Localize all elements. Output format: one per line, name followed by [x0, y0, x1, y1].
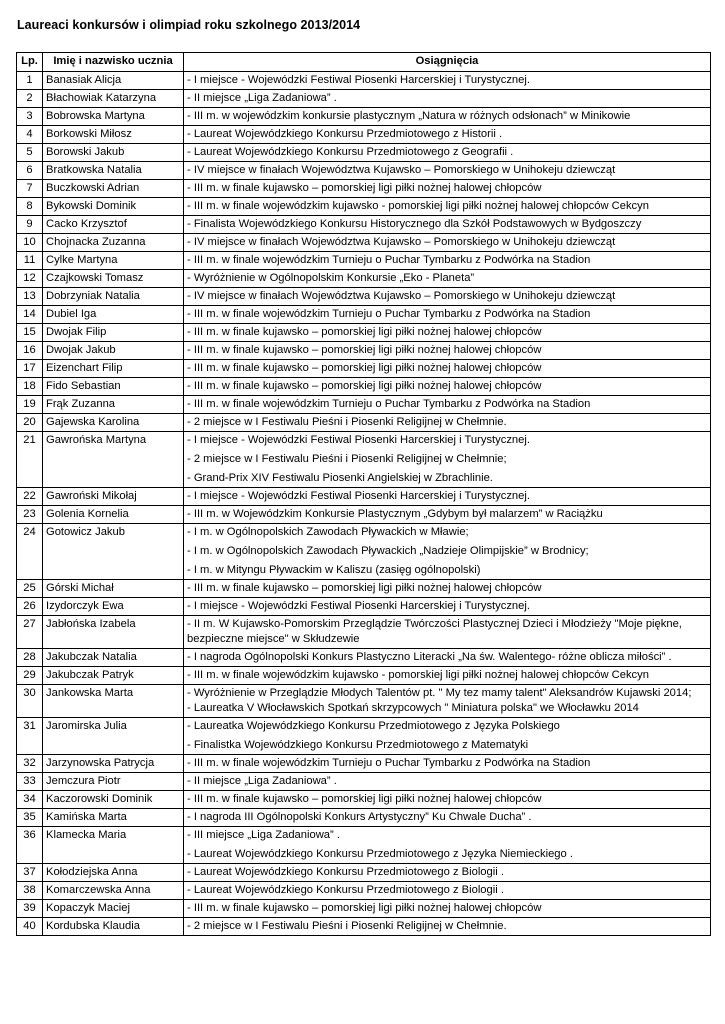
- row-number: 18: [17, 378, 43, 396]
- row-number: 15: [17, 324, 43, 342]
- row-number: 25: [17, 580, 43, 598]
- achievement-item: - 2 miejsce w I Festiwalu Pieśni i Piosenki Religijnej w Chełmnie.: [187, 416, 507, 428]
- row-number: 20: [17, 414, 43, 432]
- achievements-cell: [184, 234, 711, 252]
- student-name: Komarczewska Anna: [43, 882, 184, 900]
- achievements-cell: [184, 755, 711, 773]
- achievements-cell: [184, 598, 711, 616]
- table-row: [17, 524, 711, 580]
- achievements-cell: [184, 72, 711, 90]
- row-number: 3: [17, 108, 43, 126]
- table-row: [17, 773, 711, 791]
- achievement-item: - III m. w finale wojewódzkim kujawsko - pomorskiej ligi piłki nożnej halowej chłopców Cekcyn: [187, 200, 649, 212]
- achievement-item: - I nagroda III Ogólnopolski Konkurs Artystyczny” Ku Chwale Ducha” .: [187, 811, 532, 823]
- achievement-item: - III m. w finale kujawsko – pomorskiej ligi piłki nożnej halowej chłopców: [187, 182, 542, 194]
- achievement-item: - III m. w Wojewódzkim Konkursie Plastycznym „Gdybym był malarzem” w Raciążku: [187, 508, 603, 520]
- achievement-item: - I m. w Mityngu Pływackim w Kaliszu (zasięg ogólnopolski): [187, 564, 481, 576]
- student-name: Dobrzyniak Natalia: [43, 288, 184, 306]
- row-number: 4: [17, 126, 43, 144]
- achievements-cell: [184, 718, 711, 755]
- table-row: [17, 580, 711, 598]
- table-row: [17, 288, 711, 306]
- table-row: [17, 324, 711, 342]
- student-name: Kołodziejska Anna: [43, 864, 184, 882]
- achievement-item: - III m. w finale wojewódzkim Turnieju o Puchar Tymbarku z Podwórka na Stadion: [187, 398, 591, 410]
- column-header-achievements: Osiągnięcia: [184, 53, 711, 72]
- student-name: Jabłońska Izabela: [43, 616, 184, 649]
- student-name: Dwojak Jakub: [43, 342, 184, 360]
- student-name: Jakubczak Patryk: [43, 667, 184, 685]
- table-row: [17, 72, 711, 90]
- row-number: 21: [17, 432, 43, 488]
- column-header-name: Imię i nazwisko ucznia: [43, 53, 184, 72]
- row-number: 13: [17, 288, 43, 306]
- achievement-item: - III m. w finale kujawsko – pomorskiej ligi piłki nożnej halowej chłopców: [187, 362, 542, 374]
- table-row: [17, 685, 711, 718]
- row-number: 36: [17, 827, 43, 864]
- student-name: Gotowicz Jakub: [43, 524, 184, 580]
- row-number: 19: [17, 396, 43, 414]
- student-name: Chojnacka Zuzanna: [43, 234, 184, 252]
- achievement-item: - Wyróżnienie w Ogólnopolskim Konkursie „Eko - Planeta”: [187, 272, 475, 284]
- row-number: 30: [17, 685, 43, 718]
- table-row: [17, 216, 711, 234]
- row-number: 7: [17, 180, 43, 198]
- achievements-cell: [184, 126, 711, 144]
- table-header-row: [17, 53, 711, 72]
- achievements-cell: [184, 162, 711, 180]
- row-number: 17: [17, 360, 43, 378]
- row-number: 8: [17, 198, 43, 216]
- achievements-cell: [184, 108, 711, 126]
- achievement-item: - I miejsce - Wojewódzki Festiwal Piosenki Harcerskiej i Turystycznej.: [187, 490, 530, 502]
- student-name: Górski Michał: [43, 580, 184, 598]
- row-number: 24: [17, 524, 43, 580]
- table-row: [17, 718, 711, 755]
- achievements-cell: [184, 864, 711, 882]
- achievements-cell: [184, 216, 711, 234]
- achievements-cell: [184, 524, 711, 580]
- achievement-item: - I nagroda Ogólnopolski Konkurs Plastyczno Literacki „Na św. Walentego- różne oblicza miłości” .: [187, 651, 672, 663]
- row-number: 22: [17, 488, 43, 506]
- table-row: [17, 616, 711, 649]
- student-name: Buczkowski Adrian: [43, 180, 184, 198]
- table-row: [17, 755, 711, 773]
- achievement-item: - III m. w finale wojewódzkim Turnieju o Puchar Tymbarku z Podwórka na Stadion: [187, 254, 591, 266]
- row-number: 6: [17, 162, 43, 180]
- row-number: 5: [17, 144, 43, 162]
- table-row: [17, 649, 711, 667]
- table-row: [17, 488, 711, 506]
- table-row: [17, 378, 711, 396]
- student-name: Frąk Zuzanna: [43, 396, 184, 414]
- achievement-item: - 2 miejsce w I Festiwalu Pieśni i Piosenki Religijnej w Chełmnie.: [187, 920, 507, 932]
- student-name: Jakubczak Natalia: [43, 649, 184, 667]
- achievements-cell: [184, 791, 711, 809]
- achievements-cell: [184, 488, 711, 506]
- table-row: [17, 180, 711, 198]
- laureates-table: [16, 52, 711, 936]
- achievements-cell: [184, 827, 711, 864]
- row-number: 35: [17, 809, 43, 827]
- achievement-item: - IV miejsce w finałach Województwa Kujawsko – Pomorskiego w Unihokeju dziewcząt: [187, 164, 616, 176]
- row-number: 38: [17, 882, 43, 900]
- student-name: Borkowski Miłosz: [43, 126, 184, 144]
- student-name: Jemczura Piotr: [43, 773, 184, 791]
- table-row: [17, 162, 711, 180]
- table-row: [17, 108, 711, 126]
- achievements-cell: [184, 360, 711, 378]
- student-name: Borowski Jakub: [43, 144, 184, 162]
- table-row: [17, 144, 711, 162]
- achievement-item: - II m. W Kujawsko-Pomorskim Przeglądzie Twórczości Plastycznej Dzieci i Młodzieży "Moje piękne, bezpieczne miejsce" w Skłudzewie: [187, 618, 682, 645]
- achievement-item: - Finalista Wojewódzkiego Konkursu Historycznego dla Szkół Podstawowych w Bydgoszczy: [187, 218, 642, 230]
- achievement-item: - Laureat Wojewódzkiego Konkursu Przedmiotowego z Biologii .: [187, 884, 504, 896]
- student-name: Kordubska Klaudia: [43, 918, 184, 936]
- achievements-cell: [184, 144, 711, 162]
- achievement-item: - III m. w wojewódzkim konkursie plastycznym „Natura w różnych odsłonach” w Minikowie: [187, 110, 631, 122]
- achievement-item: - Laureat Wojewódzkiego Konkursu Przedmiotowego z Języka Niemieckiego .: [187, 848, 573, 860]
- achievements-cell: [184, 506, 711, 524]
- table-row: [17, 791, 711, 809]
- table-row: [17, 432, 711, 488]
- student-name: Klamecka Maria: [43, 827, 184, 864]
- table-row: [17, 306, 711, 324]
- row-number: 37: [17, 864, 43, 882]
- table-row: [17, 126, 711, 144]
- table-row: [17, 342, 711, 360]
- achievements-cell: [184, 414, 711, 432]
- table-row: [17, 827, 711, 864]
- achievement-item: - IV miejsce w finałach Województwa Kujawsko – Pomorskiego w Unihokeju dziewcząt: [187, 236, 616, 248]
- column-header-lp: Lp.: [17, 53, 43, 72]
- achievements-cell: [184, 90, 711, 108]
- row-number: 29: [17, 667, 43, 685]
- achievement-item: - IV miejsce w finałach Województwa Kujawsko – Pomorskiego w Unihokeju dziewcząt: [187, 290, 616, 302]
- row-number: 39: [17, 900, 43, 918]
- achievements-cell: [184, 580, 711, 598]
- achievement-item: - Laureat Wojewódzkiego Konkursu Przedmiotowego z Historii .: [187, 128, 503, 140]
- student-name: Bykowski Dominik: [43, 198, 184, 216]
- achievement-item: - Grand-Prix XIV Festiwalu Piosenki Angielskiej w Zbrachlinie.: [187, 472, 493, 484]
- student-name: Bratkowska Natalia: [43, 162, 184, 180]
- achievement-item: - Laureat Wojewódzkiego Konkursu Przedmiotowego z Biologii .: [187, 866, 504, 878]
- achievement-item: - I m. w Ogólnopolskich Zawodach Pływackich „Nadzieje Olimpijskie” w Brodnicy;: [187, 545, 589, 557]
- student-name: Dwojak Filip: [43, 324, 184, 342]
- achievements-cell: [184, 918, 711, 936]
- achievement-item: - III m. w finale kujawsko – pomorskiej ligi piłki nożnej halowej chłopców: [187, 326, 542, 338]
- achievement-item: - II miejsce „Liga Zadaniowa” .: [187, 775, 337, 787]
- table-row: [17, 198, 711, 216]
- achievement-item: - 2 miejsce w I Festiwalu Pieśni i Piosenki Religijnej w Chełmnie;: [187, 453, 507, 465]
- student-name: Izydorczyk Ewa: [43, 598, 184, 616]
- achievement-item: - I miejsce - Wojewódzki Festiwal Piosenki Harcerskiej i Turystycznej.: [187, 74, 530, 86]
- table-row: [17, 396, 711, 414]
- row-number: 16: [17, 342, 43, 360]
- achievement-item: - I miejsce - Wojewódzki Festiwal Piosenki Harcerskiej i Turystycznej.: [187, 600, 530, 612]
- row-number: 40: [17, 918, 43, 936]
- achievement-item: - III m. w finale kujawsko – pomorskiej ligi piłki nożnej halowej chłopców: [187, 582, 542, 594]
- achievement-item: - II miejsce „Liga Zadaniowa” .: [187, 92, 337, 104]
- row-number: 9: [17, 216, 43, 234]
- row-number: 33: [17, 773, 43, 791]
- table-body: [17, 72, 711, 936]
- achievement-item: - Laureat Wojewódzkiego Konkursu Przedmiotowego z Geografii .: [187, 146, 514, 158]
- table-row: [17, 252, 711, 270]
- table-row: [17, 234, 711, 252]
- achievements-cell: [184, 288, 711, 306]
- achievements-cell: [184, 252, 711, 270]
- student-name: Gawroński Mikołaj: [43, 488, 184, 506]
- row-number: 34: [17, 791, 43, 809]
- achievement-item: - Finalistka Wojewódzkiego Konkursu Przedmiotowego z Matematyki: [187, 739, 529, 751]
- student-name: Kamińska Marta: [43, 809, 184, 827]
- achievement-item: - I m. w Ogólnopolskich Zawodach Pływackich w Mławie;: [187, 526, 469, 538]
- table-row: [17, 90, 711, 108]
- row-number: 12: [17, 270, 43, 288]
- achievements-cell: [184, 685, 711, 718]
- row-number: 27: [17, 616, 43, 649]
- student-name: Błachowiak Katarzyna: [43, 90, 184, 108]
- achievements-cell: [184, 270, 711, 288]
- achievement-item: - III m. w finale kujawsko – pomorskiej ligi piłki nożnej halowej chłopców: [187, 793, 542, 805]
- row-number: 1: [17, 72, 43, 90]
- achievement-item: - Wyróżnienie w Przeglądzie Młodych Talentów pt. " My tez mamy talent" Aleksandrów Kujawski 2014; - Laureatka V Włocławskich Spotkań skrzypcowych " Miniatura polska" we Włocławku 2014: [187, 687, 692, 714]
- table-row: [17, 506, 711, 524]
- table-row: [17, 809, 711, 827]
- student-name: Czajkowski Tomasz: [43, 270, 184, 288]
- achievement-item: - III m. w finale wojewódzkim Turnieju o Puchar Tymbarku z Podwórka na Stadion: [187, 757, 591, 769]
- achievement-item: - Laureatka Wojewódzkiego Konkursu Przedmiotowego z Języka Polskiego: [187, 720, 560, 732]
- achievements-cell: [184, 306, 711, 324]
- student-name: Kopaczyk Maciej: [43, 900, 184, 918]
- achievements-cell: [184, 882, 711, 900]
- row-number: 28: [17, 649, 43, 667]
- row-number: 23: [17, 506, 43, 524]
- table-row: [17, 667, 711, 685]
- achievements-cell: [184, 773, 711, 791]
- student-name: Cylke Martyna: [43, 252, 184, 270]
- row-number: 11: [17, 252, 43, 270]
- achievement-item: - III m. w finale kujawsko – pomorskiej ligi piłki nożnej halowej chłopców: [187, 380, 542, 392]
- table-row: [17, 882, 711, 900]
- student-name: Bobrowska Martyna: [43, 108, 184, 126]
- page-title: Laureaci konkursów i olimpiad roku szkolnego 2013/2014: [17, 18, 361, 32]
- row-number: 2: [17, 90, 43, 108]
- achievements-cell: [184, 616, 711, 649]
- table-row: [17, 900, 711, 918]
- table-row: [17, 270, 711, 288]
- achievements-cell: [184, 667, 711, 685]
- achievements-cell: [184, 198, 711, 216]
- achievements-cell: [184, 809, 711, 827]
- achievement-item: - III m. w finale wojewódzkim Turnieju o Puchar Tymbarku z Podwórka na Stadion: [187, 308, 591, 320]
- row-number: 31: [17, 718, 43, 755]
- table-row: [17, 598, 711, 616]
- achievements-cell: [184, 432, 711, 488]
- row-number: 10: [17, 234, 43, 252]
- student-name: Fido Sebastian: [43, 378, 184, 396]
- achievements-cell: [184, 649, 711, 667]
- row-number: 14: [17, 306, 43, 324]
- achievements-cell: [184, 378, 711, 396]
- student-name: Dubiel Iga: [43, 306, 184, 324]
- student-name: Gajewska Karolina: [43, 414, 184, 432]
- student-name: Kaczorowski Dominik: [43, 791, 184, 809]
- table-row: [17, 918, 711, 936]
- achievements-cell: [184, 324, 711, 342]
- achievements-cell: [184, 900, 711, 918]
- achievements-cell: [184, 396, 711, 414]
- achievement-item: - III m. w finale kujawsko – pomorskiej ligi piłki nożnej halowej chłopców: [187, 344, 542, 356]
- row-number: 26: [17, 598, 43, 616]
- table-row: [17, 360, 711, 378]
- student-name: Jarzynowska Patrycja: [43, 755, 184, 773]
- achievement-item: - III miejsce „Liga Zadaniowa” .: [187, 829, 340, 841]
- achievement-item: - III m. w finale wojewódzkim kujawsko - pomorskiej ligi piłki nożnej halowej chłopców Cekcyn: [187, 669, 649, 681]
- row-number: 32: [17, 755, 43, 773]
- student-name: Golenia Kornelia: [43, 506, 184, 524]
- achievements-cell: [184, 180, 711, 198]
- student-name: Eizenchart Filip: [43, 360, 184, 378]
- student-name: Cacko Krzysztof: [43, 216, 184, 234]
- achievement-item: - I miejsce - Wojewódzki Festiwal Piosenki Harcerskiej i Turystycznej.: [187, 434, 530, 446]
- table-row: [17, 414, 711, 432]
- student-name: Banasiak Alicja: [43, 72, 184, 90]
- achievements-cell: [184, 342, 711, 360]
- student-name: Gawrońska Martyna: [43, 432, 184, 488]
- table-row: [17, 864, 711, 882]
- student-name: Jaromirska Julia: [43, 718, 184, 755]
- student-name: Jankowska Marta: [43, 685, 184, 718]
- achievement-item: - III m. w finale kujawsko – pomorskiej ligi piłki nożnej halowej chłopców: [187, 902, 542, 914]
